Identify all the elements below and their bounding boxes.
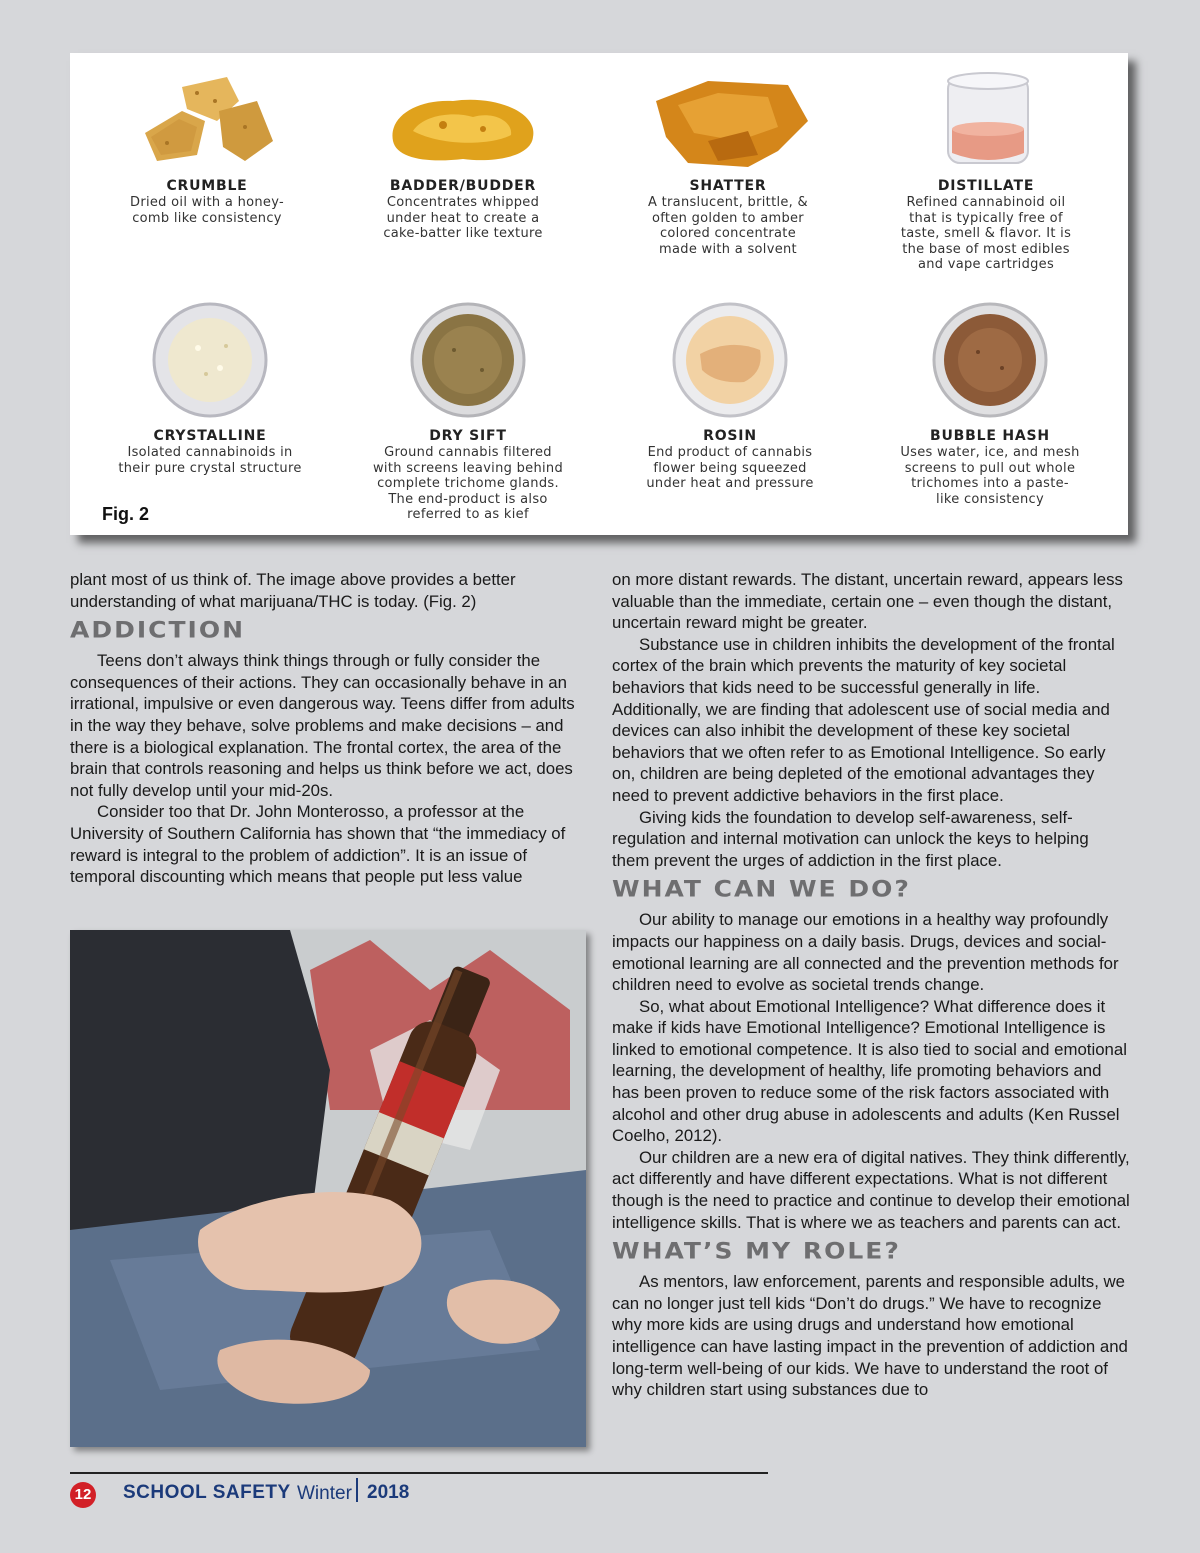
figure-item-badder [343, 71, 583, 242]
figure-item-desc: Concentrates whipped under heat to create a cake-batter like texture [383, 195, 543, 242]
figure-fig2 [70, 53, 1128, 535]
heading-addiction: ADDICTION [70, 617, 246, 644]
shatter-image [638, 71, 818, 176]
figure-item-title: DISTILLATE [937, 178, 1035, 194]
figure-item-shatter [608, 71, 848, 257]
heading-what-can-we-do: WHAT CAN WE DO? [612, 876, 911, 903]
figure-item-rosin [610, 298, 850, 492]
figure-item-title: CRUMBLE [166, 178, 248, 194]
bubble-hash-image [920, 298, 1060, 426]
crystalline-image [140, 298, 280, 426]
paragraph: Our children are a new era of digital natives. They think differently, act differently and have different expectations. What is not different though is the need to practice and continue to develop their emotional intelligence skills. That is where we as teachers and parents can act. [612, 1147, 1130, 1232]
paragraph: So, what about Emotional Intelligence? What difference does it make if kids have Emotional Intelligence? Emotional Intelligence is linked to emotional competence. It is also tied to social and emotional learning, the development of healthy, life promoting behaviors and has been proven to reduce some of the risk factors associated with alcohol and other drug abuse in adolescents and adults (Ken Russel Coelho, 2012). [612, 996, 1127, 1146]
figure-item-title: DRY SIFT [429, 428, 507, 444]
paragraph: on more distant rewards. The distant, uncertain reward, appears less valuable than the immediate, certain one – even though the distant, uncertain reward might be greater. [612, 570, 1123, 633]
right-column [612, 569, 1130, 1401]
figure-item-desc: Uses water, ice, and mesh screens to pull out whole trichomes into a paste- like consistency [900, 445, 1080, 507]
figure-item-title: SHATTER [689, 178, 767, 194]
issue-season: Winter [297, 1483, 352, 1504]
paragraph: Substance use in children inhibits the development of the frontal cortex of the brain which prevents the maturity of key societal behaviors that kids need to be successful generally in life. Additionally, we are finding that adolescent use of social media and devices can also inhibit the development of these key societal behaviors that we often refer to as Emotional Intelligence. So early on, children are being depleted of the emotional advantages they need to prevent addictive behaviors in the first place. [612, 634, 1115, 805]
paragraph: Giving kids the foundation to develop self-awareness, self-regulation and internal motivation can unlock the keys to helping them prevent the urges of addiction in the first place. [612, 807, 1089, 870]
paragraph: As mentors, law enforcement, parents and responsible adults, we can no longer just tell kids “Don’t do drugs.” We have to recognize why more kids are using drugs and understand how emotional intelligence can have lasting impact in the prevention of addiction and long-term well-being of our kids. We have to understand the root of why children start using substances due to [612, 1272, 1128, 1400]
bottle-photo-illustration [70, 930, 586, 1447]
figure-item-desc: Dried oil with a honey- comb like consistency [130, 195, 284, 226]
figure-item-desc: End product of cannabis flower being squeezed under heat and pressure [646, 445, 814, 492]
paragraph: Consider too that Dr. John Monterosso, a professor at the University of Southern California has shown that “the immediacy of reward is integral to the problem of addiction”. It is an issue of temporal discounting which means that people put less value [70, 802, 566, 887]
footer-separator [356, 1478, 358, 1502]
figure-item-distillate [866, 71, 1106, 273]
paragraph: Teens don’t always think things through or fully consider the consequences of their actions. They can occasionally behave in an irrational, impulsive or even dangerous way. Teens differ from adults in the way they behave, solve problems and make decisions – and there is a biological explanation. The frontal cortex, the area of the brain that controls reasoning and helps us think before we act, does not fully develop until your mid-20s. [70, 651, 575, 800]
figure-item-title: CRYSTALLINE [153, 428, 267, 444]
teen-with-bottle-photo [70, 930, 586, 1447]
crumble-image [127, 71, 287, 176]
intro-paragraph: plant most of us think of. The image above provides a better understanding of what marijuana/THC is today. (Fig. 2) [70, 570, 516, 611]
paragraph: Our ability to manage our emotions in a healthy way profoundly impacts our happiness on a daily basis. Drugs, devices and social-emotional learning are all connected and the prevention methods for children need to evolve as societal trends change. [612, 910, 1119, 995]
dry-sift-image [398, 298, 538, 426]
page-number-badge: 12 [70, 1482, 96, 1508]
figure-item-crystalline [90, 298, 330, 476]
figure-item-title: BADDER/BUDDER [389, 178, 537, 194]
figure-caption: Fig. 2 [102, 504, 150, 524]
heading-whats-my-role: WHAT’S MY ROLE? [612, 1238, 901, 1265]
figure-item-desc: Refined cannabinoid oil that is typically free of taste, smell & flavor. It is the base of most edibles and vape cartridges [900, 195, 1072, 273]
footer-rule [70, 1472, 768, 1474]
figure-item-crumble [87, 71, 327, 226]
distillate-image [916, 71, 1056, 176]
issue-year: 2018 [367, 1482, 410, 1503]
figure-item-bubble-hash [870, 298, 1110, 507]
figure-item-dry-sift [348, 298, 588, 523]
magazine-name: SCHOOL SAFETY [123, 1482, 291, 1503]
badder-image [373, 71, 553, 176]
figure-item-title: ROSIN [703, 428, 757, 444]
left-column [70, 569, 588, 888]
figure-item-title: BUBBLE HASH [930, 428, 1050, 444]
rosin-image [660, 298, 800, 426]
figure-item-desc: Isolated cannabinoids in their pure crystal structure [118, 445, 302, 476]
figure-item-desc: Ground cannabis filtered with screens leaving behind complete trichome glands. The end-product is also referred to as kief [372, 445, 564, 523]
figure-item-desc: A translucent, brittle, & often golden to amber colored concentrate made with a solvent [648, 195, 808, 257]
